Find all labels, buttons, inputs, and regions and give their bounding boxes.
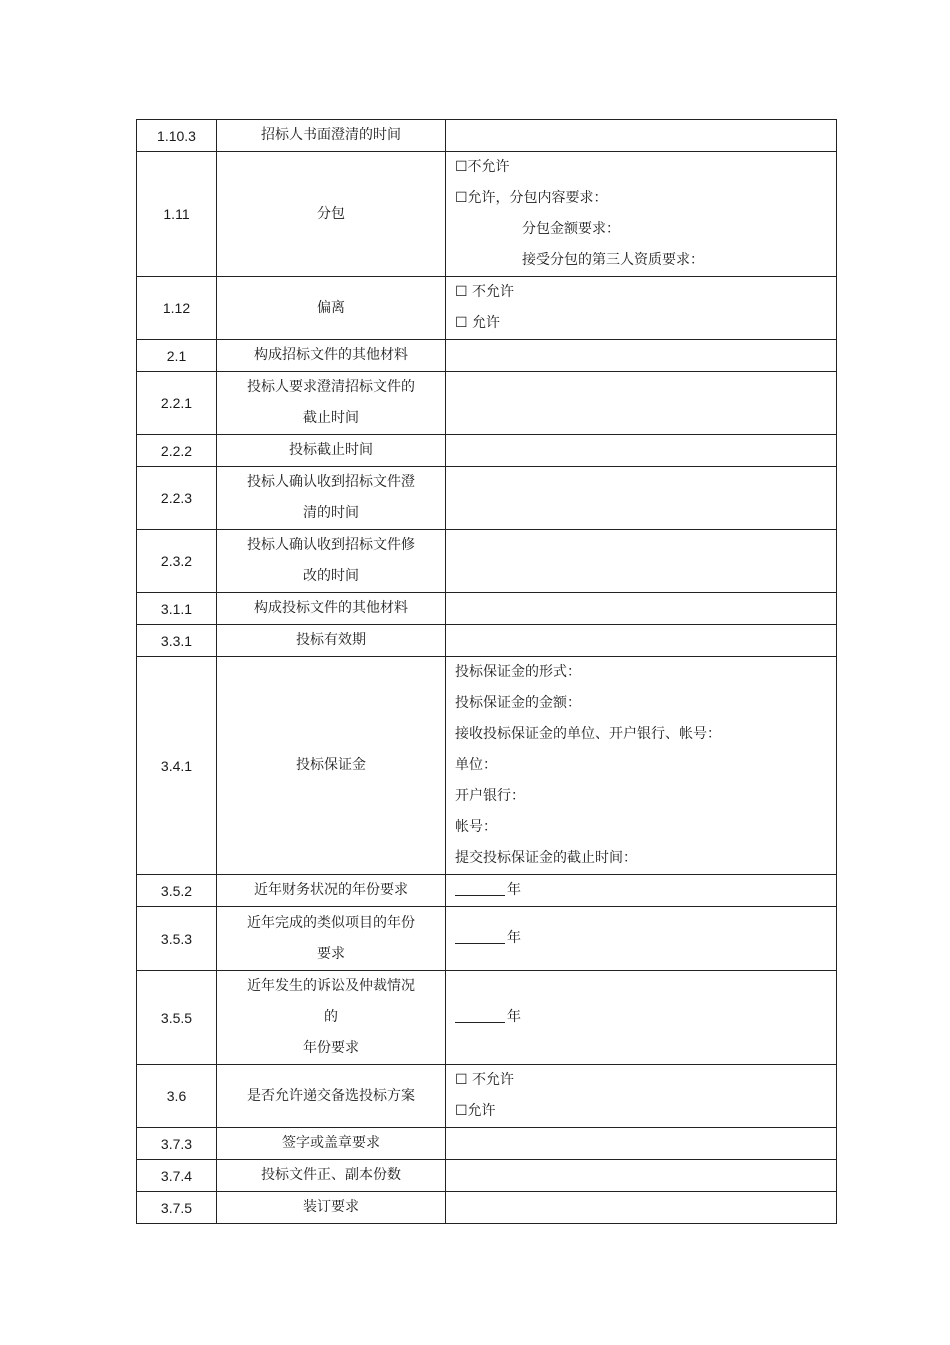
clause-item-text: 投标文件正、副本份数 bbox=[261, 1167, 401, 1183]
table-row bbox=[137, 657, 837, 875]
clause-item bbox=[217, 1192, 446, 1224]
clause-item bbox=[217, 1128, 446, 1160]
clause-item bbox=[217, 277, 446, 340]
clause-number: 3.4.1 bbox=[137, 657, 217, 875]
table-row bbox=[137, 1160, 837, 1192]
clause-item-text: 分包 bbox=[317, 205, 345, 222]
clause-number: 3.3.1 bbox=[137, 625, 217, 657]
table-row bbox=[137, 530, 837, 593]
clause-item-text: 要求 bbox=[317, 945, 345, 962]
clause-item bbox=[217, 1065, 446, 1128]
clause-content bbox=[446, 277, 837, 340]
clause-content bbox=[446, 340, 837, 372]
checkbox-option[interactable]: ☐ 不允许 bbox=[455, 1072, 515, 1088]
clause-item-text: 截止时间 bbox=[303, 410, 359, 426]
clause-item bbox=[217, 593, 446, 625]
table-row bbox=[137, 467, 837, 530]
clause-item-text: 投标人确认收到招标文件澄 bbox=[247, 474, 415, 490]
checkbox-option[interactable]: ☐允许 bbox=[455, 1103, 496, 1119]
clause-number: 2.3.2 bbox=[137, 530, 217, 593]
clause-item bbox=[217, 152, 446, 277]
clause-number: 3.5.2 bbox=[137, 875, 217, 907]
clause-item-text: 投标截止时间 bbox=[289, 442, 373, 458]
clause-item-text: 构成招标文件的其他材料 bbox=[254, 347, 408, 363]
clause-item bbox=[217, 372, 446, 435]
table-row bbox=[137, 1128, 837, 1160]
year-unit: 年 bbox=[507, 882, 521, 898]
table-row bbox=[137, 435, 837, 467]
clause-number: 3.5.5 bbox=[137, 971, 217, 1065]
clause-content bbox=[446, 530, 837, 593]
clause-item bbox=[217, 530, 446, 593]
content-line: 投标保证金的形式： bbox=[455, 664, 581, 680]
clause-number: 2.1 bbox=[137, 340, 217, 372]
clause-content bbox=[446, 152, 837, 277]
clause-content bbox=[446, 907, 837, 971]
content-line: 分包金额要求： bbox=[522, 221, 620, 237]
clause-item bbox=[217, 657, 446, 875]
clause-item bbox=[217, 1160, 446, 1192]
fill-in-blank[interactable] bbox=[455, 881, 505, 896]
clause-number: 3.1.1 bbox=[137, 593, 217, 625]
clause-item bbox=[217, 971, 446, 1065]
clause-item-text: 的 bbox=[324, 1009, 338, 1025]
clause-item-text: 年份要求 bbox=[303, 1040, 359, 1056]
clause-item-text: 投标人要求澄清招标文件的 bbox=[247, 379, 415, 395]
clause-number: 2.2.1 bbox=[137, 372, 217, 435]
content-line: 开户银行： bbox=[455, 788, 525, 804]
clause-item bbox=[217, 875, 446, 907]
clause-item-text: 清的时间 bbox=[303, 505, 359, 521]
clause-number: 1.12 bbox=[137, 277, 217, 340]
table-row bbox=[137, 971, 837, 1065]
clause-item-text: 投标人确认收到招标文件修 bbox=[247, 537, 415, 553]
clause-item-text: 装订要求 bbox=[303, 1199, 359, 1215]
clause-item-text: 近年完成的类似项目的年份 bbox=[247, 914, 415, 931]
clause-item-text: 改的时间 bbox=[303, 568, 359, 584]
checkbox-option[interactable]: ☐允许，分包内容要求： bbox=[455, 190, 608, 206]
clause-number: 3.7.4 bbox=[137, 1160, 217, 1192]
clause-content bbox=[446, 435, 837, 467]
clause-number: 3.5.3 bbox=[137, 907, 217, 971]
clause-table bbox=[136, 119, 837, 1224]
year-unit: 年 bbox=[507, 930, 521, 946]
table-row bbox=[137, 1192, 837, 1224]
content-line: 接收投标保证金的单位、开户银行、帐号： bbox=[455, 726, 721, 742]
clause-item bbox=[217, 467, 446, 530]
clause-content bbox=[446, 372, 837, 435]
table-row bbox=[137, 907, 837, 971]
clause-item bbox=[217, 625, 446, 657]
table-row bbox=[137, 120, 837, 152]
table-row bbox=[137, 372, 837, 435]
content-line: 提交投标保证金的截止时间： bbox=[455, 850, 637, 866]
clause-number: 3.7.3 bbox=[137, 1128, 217, 1160]
content-line: 投标保证金的金额： bbox=[455, 695, 581, 711]
clause-item-text: 是否允许递交备选投标方案 bbox=[247, 1087, 415, 1104]
clause-number: 3.6 bbox=[137, 1065, 217, 1128]
clause-content bbox=[446, 1128, 837, 1160]
clause-item-text: 招标人书面澄清的时间 bbox=[261, 127, 401, 143]
clause-number: 3.7.5 bbox=[137, 1192, 217, 1224]
clause-number: 2.2.2 bbox=[137, 435, 217, 467]
clause-content bbox=[446, 1160, 837, 1192]
clause-number: 1.10.3 bbox=[137, 120, 217, 152]
content-line: 接受分包的第三人资质要求： bbox=[522, 252, 704, 268]
table-row bbox=[137, 152, 837, 277]
clause-content bbox=[446, 1192, 837, 1224]
content-line: 单位： bbox=[455, 757, 497, 773]
clause-content bbox=[446, 1065, 837, 1128]
clause-item bbox=[217, 907, 446, 971]
table-row bbox=[137, 277, 837, 340]
clause-content bbox=[446, 593, 837, 625]
clause-number: 2.2.3 bbox=[137, 467, 217, 530]
checkbox-option[interactable]: ☐ 允许 bbox=[455, 315, 501, 331]
clause-item bbox=[217, 435, 446, 467]
clause-content bbox=[446, 467, 837, 530]
clause-item bbox=[217, 340, 446, 372]
fill-in-blank[interactable] bbox=[455, 1008, 505, 1023]
table-row bbox=[137, 625, 837, 657]
clause-item-text: 投标有效期 bbox=[296, 632, 366, 648]
table-row bbox=[137, 593, 837, 625]
clause-content bbox=[446, 875, 837, 907]
table-row bbox=[137, 340, 837, 372]
fill-in-blank[interactable] bbox=[455, 929, 505, 944]
clause-content bbox=[446, 120, 837, 152]
table-row bbox=[137, 875, 837, 907]
clause-item-text: 签字或盖章要求 bbox=[282, 1135, 380, 1151]
clause-number: 1.11 bbox=[137, 152, 217, 277]
clause-item-text: 构成投标文件的其他材料 bbox=[254, 600, 408, 616]
checkbox-option[interactable]: ☐ 不允许 bbox=[455, 284, 515, 300]
checkbox-option[interactable]: ☐不允许 bbox=[455, 159, 510, 175]
year-unit: 年 bbox=[507, 1009, 521, 1025]
content-line: 帐号： bbox=[455, 819, 497, 835]
clause-item-text: 近年财务状况的年份要求 bbox=[254, 882, 408, 898]
clause-content bbox=[446, 657, 837, 875]
clause-item-text: 近年发生的诉讼及仲裁情况 bbox=[247, 978, 415, 994]
clause-content bbox=[446, 971, 837, 1065]
clause-item bbox=[217, 120, 446, 152]
table-row bbox=[137, 1065, 837, 1128]
clause-item-text: 偏离 bbox=[317, 299, 345, 316]
clause-item-text: 投标保证金 bbox=[296, 757, 366, 773]
clause-content bbox=[446, 625, 837, 657]
